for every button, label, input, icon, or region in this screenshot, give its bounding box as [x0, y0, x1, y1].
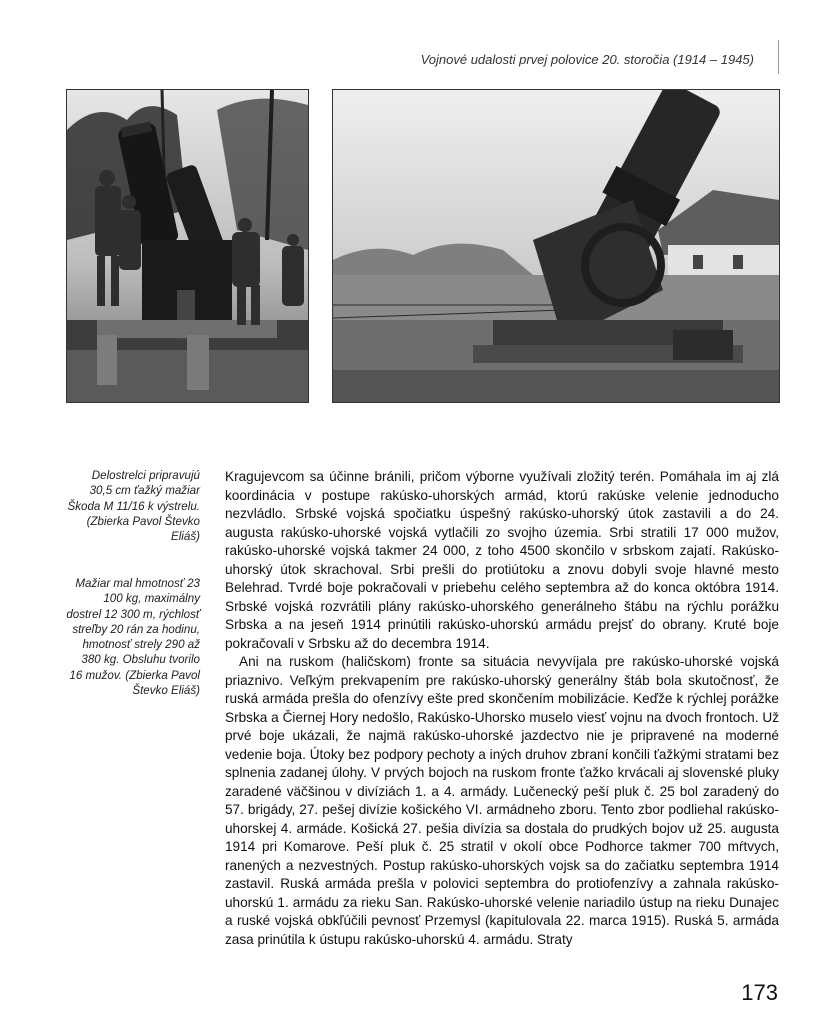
- photo-gunners-mortar: [66, 89, 309, 403]
- photo-mortar-position: [332, 89, 780, 403]
- body-paragraph-2: Ani na ruskom (haličskom) fronte sa situácia nevyvíjala pre rakúsko-uhorské vojská priaznivo. Veľkým prekvapením pre rakúsko-uhorský generálny štáb bola skutočnosť, že ruská armáda prešla do ofenzívy ešte pred skončením mobilizácie. Keďže k rýchlej porážke Srbska a Čiernej Hory nedošlo, Rakúsko-Uhorsko muselo viesť vojnu na dvoch frontoch. Už prvé boje ukázali, že najmä rakúsko-uhorské jazdectvo nie je pripravené na moderné vedenie boja. Útoky bez podpory pechoty a iných druhov zbraní končili ťažkými stratami bez splnenia zadanej úlohy. V prvých bojoch na ruskom fronte ťažko krvácali aj slovenské pluky zaradené väčšinou v divíziách 1. a 4. armády. Lučenecký peší pluk č. 25 bol zaradený do 57. brigády, 27. pešej divízie košického VI. armádneho zboru. Tento zbor podliehal rakúsko-uhorskej 4. armáde. Košická 27. pešia divízia sa dostala do prudkých bojov už 25. augusta 1914 pri Komarove. Peší pluk č. 25 stratil v okolí obce Podhorce takmer 700 mŕtvych, ranených a nezvestných. Postup rakúsko-uhorských vojsk sa do začiatku septembra 1914 zastavil. Ruská armáda prešla v polovici septembra do protiofenzívy a zahnala rakúsko-uhorskú 1. armádu za rieku San. Rakúsko-uhorské velenie nariadilo ústup na rieku Dunajec a ruské vojská obkľúčili pevnosť Przemysl (kapitulovala 22. marca 1915). Ruská 5. armáda zasa prinútila k ústupu rakúsko-uhorskú 4. armádu. Straty: [225, 654, 779, 947]
- photo-caption-1: [66, 468, 200, 544]
- photo-caption-1-text: Delostrelci pripravujú 30,5 cm ťažký mažiar Škoda M 11/16 k výstrelu. (Zbierka Pavol Števko Eliáš): [67, 469, 200, 544]
- photo-caption-2: [66, 576, 200, 698]
- photo-mortar-position-image: [333, 90, 779, 402]
- page-number: 173: [741, 980, 778, 1005]
- photo-gunners-mortar-image: [67, 90, 308, 402]
- body-paragraph-1: Kragujevcom sa účinne bránili, pričom výborne využívali zložitý terén. Pomáhala im aj zlá koordinácia v postupe rakúsko-uhorských armád, ktorú rakúske velenie jednoducho nezvládlo. Srbské vojská spočiatku úspešný rakúsko-uhorský útok zastavili a do 24. augusta rakúsko-uhorské vojská vytlačili zo svojho územia. Srbi stratili 17 000 mužov, rakúsko-uhorské vojská takmer 24 000, z toho 4500 skončilo v srbskom zajatí. Rakúsko-uhorský útok skrachoval. Srbi prešli do protiútoku a znovu dobyli svoje hlavné mesto Belehrad. Tvrdé boje pokračovali v priebehu celého septembra až do konca októbra 1914. Srbské vojská rozvrátili plány rakúsko-uhorského generálneho štábu na rýchlu porážku Srbska a na jeseň 1914 prinútili rakúsko-uhorskú armádu prejsť do obrany. Kruté boje pokračovali v Srbsku až do decembra 1914.: [225, 469, 779, 651]
- header-divider: [778, 40, 779, 74]
- body-text: [225, 468, 779, 949]
- photo-caption-2-text: Mažiar mal hmotnosť 23 100 kg, maximálny dostrel 12 300 m, rýchlosť streľby 20 rán za hodinu, hmotnosť strely 290 až 380 kg. Obsluhu tvorilo 16 mužov. (Zbierka Pavol Števko Eliáš): [66, 577, 200, 698]
- running-header: Vojnové udalosti prvej polovice 20. storočia (1914 – 1945): [420, 52, 754, 67]
